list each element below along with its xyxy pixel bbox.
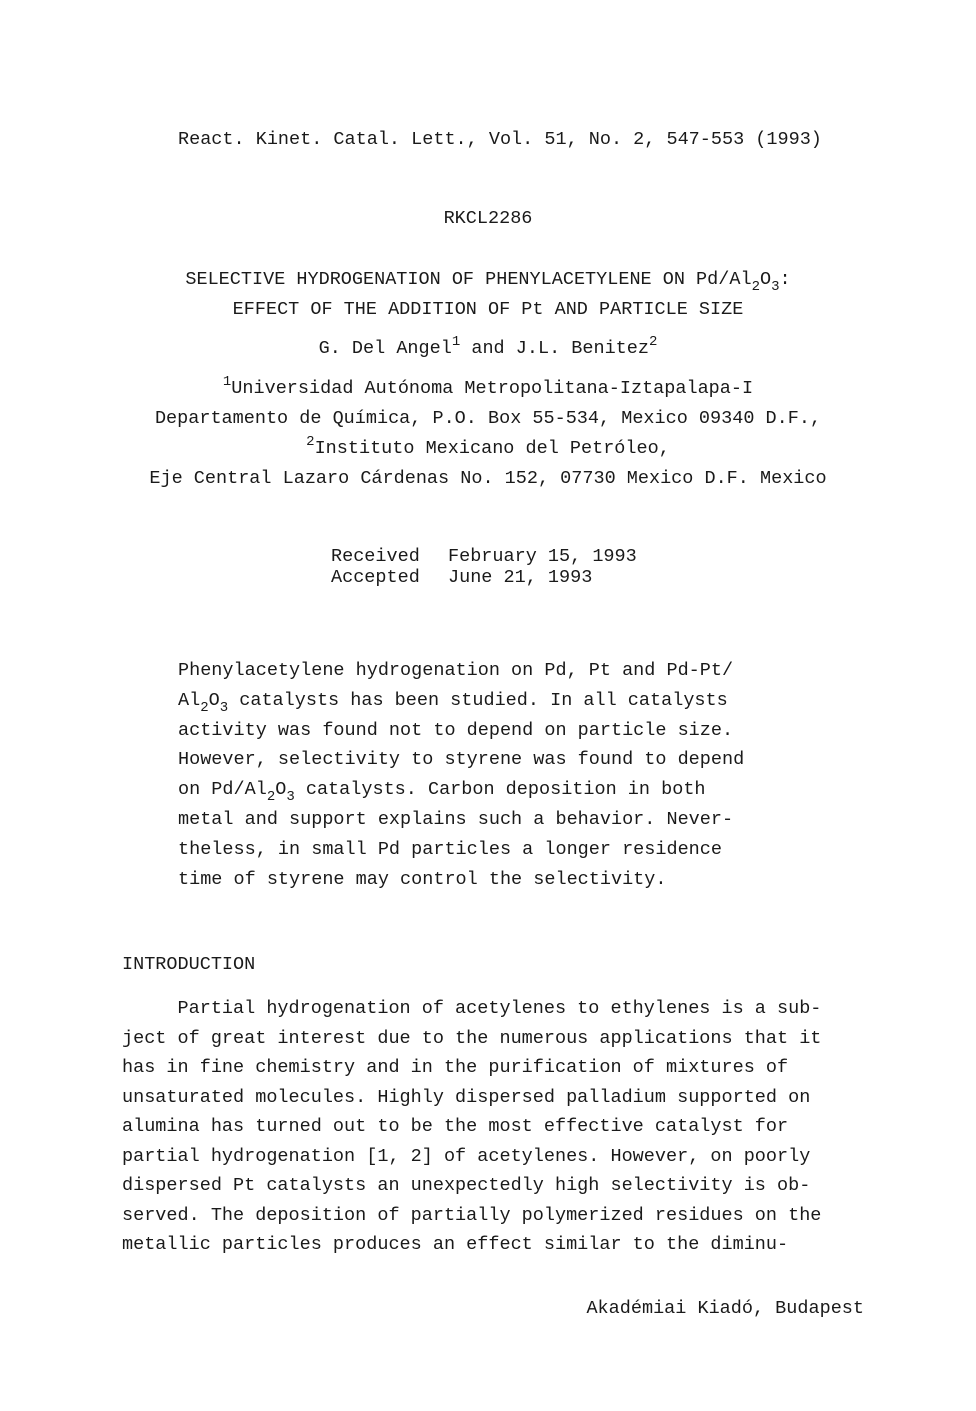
authors xyxy=(0,334,976,359)
affiliation-text: Instituto Mexicano del Petróleo, xyxy=(314,438,670,459)
section-heading-introduction: INTRODUCTION xyxy=(122,954,256,975)
abstract-text: O xyxy=(275,779,287,801)
body-line: Partial hydrogenation of acetylenes to ethylenes is a sub- xyxy=(122,998,822,1019)
author-name: G. Del Angel xyxy=(318,338,452,359)
introduction-body xyxy=(122,994,882,1260)
abstract-text: Al xyxy=(178,689,201,711)
title-text: : xyxy=(779,269,791,290)
author-name: and J.L. Benitez xyxy=(460,338,649,359)
abstract-line xyxy=(178,686,818,716)
received-row xyxy=(331,546,637,567)
affiliation-1-line-1 xyxy=(0,374,976,399)
abstract-line xyxy=(178,775,818,805)
accepted-date: June 21, 1993 xyxy=(448,567,593,588)
received-date: February 15, 1993 xyxy=(448,546,637,567)
accepted-row xyxy=(331,567,637,588)
affiliation-mark: 2 xyxy=(306,434,315,450)
title-text: SELECTIVE HYDROGENATION OF PHENYLACETYLENE ON Pd/Al xyxy=(185,269,752,290)
abstract-line: activity was found not to depend on particle size. xyxy=(178,719,734,741)
title-subscript: 3 xyxy=(771,279,780,295)
accepted-label: Accepted xyxy=(331,567,420,588)
publisher-footer: Akadémiai Kiadó, Budapest xyxy=(586,1298,864,1319)
body-line: unsaturated molecules. Highly dispersed palladium supported on xyxy=(122,1086,811,1108)
body-line: has in fine chemistry and in the purification of mixtures of xyxy=(122,1057,789,1078)
body-line: alumina has turned out to be the most effective catalyst for xyxy=(122,1116,789,1137)
citation-line: React. Kinet. Catal. Lett., Vol. 51, No. 2, 547-553 (1993) xyxy=(178,129,822,150)
affiliation-2-line-1 xyxy=(0,434,976,459)
abstract-text: on Pd/Al xyxy=(178,779,267,801)
affiliation-2-line-2: Eje Central Lazaro Cárdenas No. 152, 07730 Mexico D.F. Mexico xyxy=(149,468,827,489)
abstract-subscript: 3 xyxy=(286,789,295,806)
paper-title-line-1 xyxy=(0,269,976,295)
abstract-line: metal and support explains such a behavior. Never- xyxy=(178,808,734,830)
body-line: served. The deposition of partially polymerized residues on the xyxy=(122,1204,822,1226)
affiliation-mark: 1 xyxy=(451,334,461,350)
abstract-text: O xyxy=(208,689,220,711)
received-accepted-dates xyxy=(331,546,637,588)
affiliation-mark: 1 xyxy=(222,374,232,390)
body-line: partial hydrogenation [1, 2] of acetylenes. However, on poorly xyxy=(122,1145,811,1167)
body-line: ject of great interest due to the numerous applications that it xyxy=(122,1027,822,1049)
affiliation-text: Universidad Autónoma Metropolitana-Iztapalapa-I xyxy=(231,378,754,399)
title-subscript: 2 xyxy=(751,279,760,295)
abstract xyxy=(178,656,818,894)
abstract-line: However, selectivity to styrene was found to depend xyxy=(178,749,745,771)
body-line: metallic particles produces an effect similar to the diminu- xyxy=(122,1234,789,1255)
affiliation-1-line-2: Departamento de Química, P.O. Box 55-534, Mexico 09340 D.F., xyxy=(154,408,822,429)
abstract-line: theless, in small Pd particles a longer residence xyxy=(178,838,722,860)
abstract-subscript: 2 xyxy=(266,789,276,806)
title-text: O xyxy=(759,269,772,290)
abstract-text: catalysts has been studied. In all catalysts xyxy=(228,689,728,711)
body-line: dispersed Pt catalysts an unexpectedly high selectivity is ob- xyxy=(122,1175,811,1196)
paper-title-line-2: EFFECT OF THE ADDITION OF Pt AND PARTICLE SIZE xyxy=(232,299,744,320)
received-label: Received xyxy=(331,546,420,567)
abstract-text: catalysts. Carbon deposition in both xyxy=(294,779,706,801)
abstract-subscript: 2 xyxy=(200,699,209,716)
abstract-line: Phenylacetylene hydrogenation on Pd, Pt and Pd-Pt/ xyxy=(178,660,734,681)
affiliation-mark: 2 xyxy=(648,334,658,350)
abstract-line: time of styrene may control the selectivity. xyxy=(178,868,667,890)
article-code: RKCL2286 xyxy=(443,208,533,229)
abstract-subscript: 3 xyxy=(219,699,229,716)
